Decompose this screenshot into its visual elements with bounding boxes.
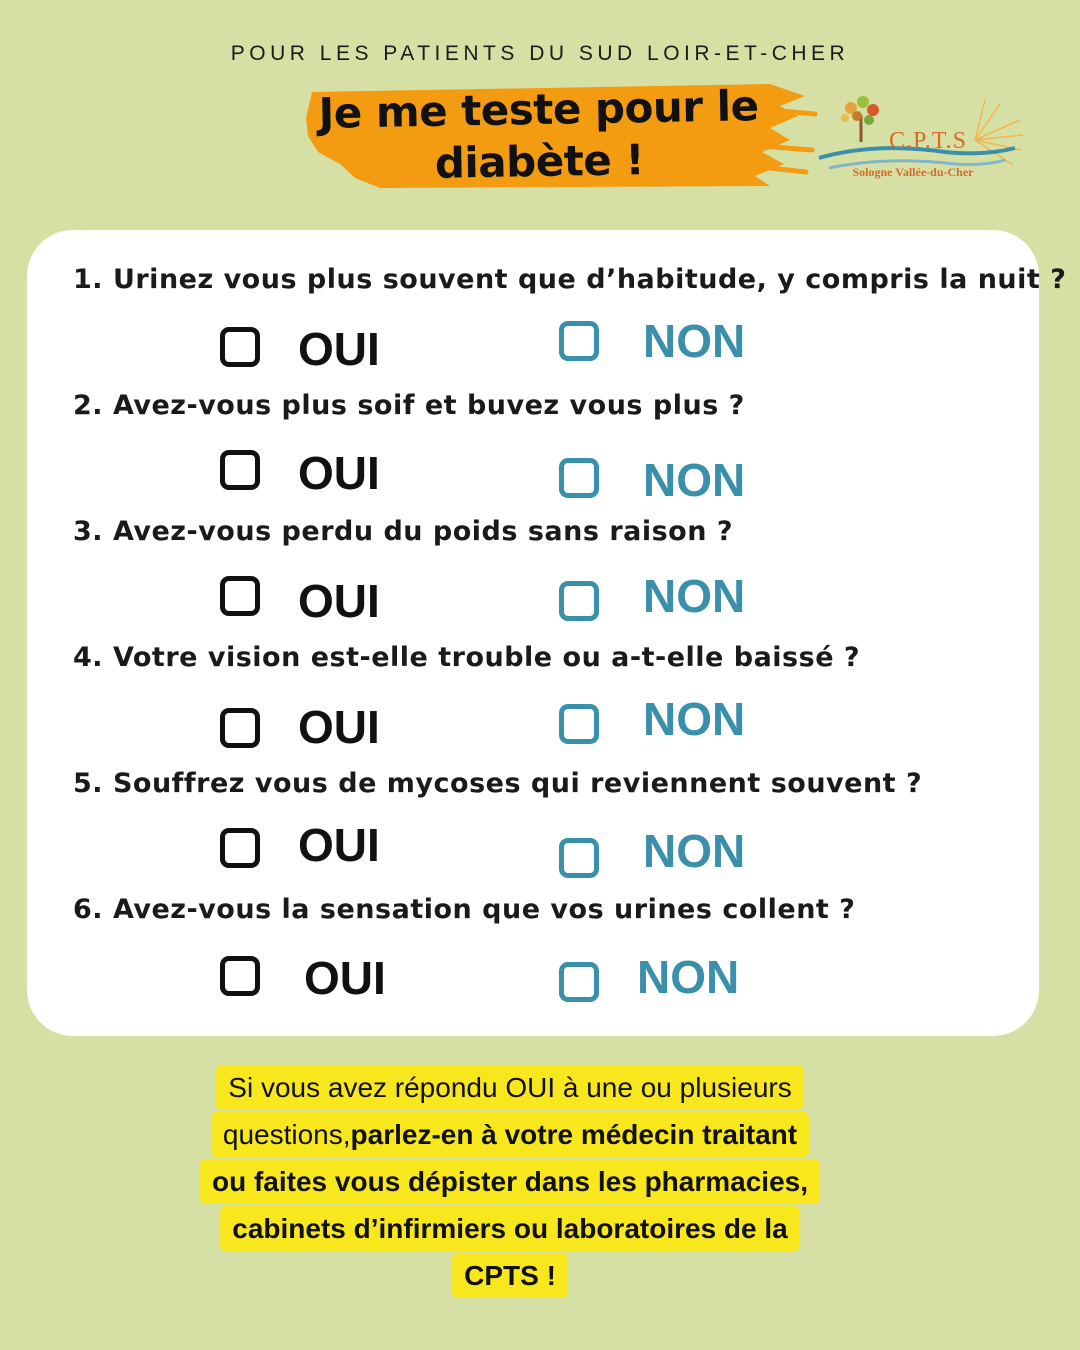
footer-line-2 — [211, 1112, 809, 1157]
checkbox-non-5[interactable] — [559, 838, 599, 878]
label-oui-4: OUI — [298, 701, 380, 753]
checkbox-oui-6[interactable] — [220, 956, 260, 996]
checkbox-oui-4[interactable] — [220, 708, 260, 748]
page-title — [299, 80, 779, 192]
title-line-1: Je me teste pour le — [318, 81, 759, 138]
footer-line-5-text: CPTS ! — [464, 1260, 556, 1291]
footer-line-3 — [200, 1159, 820, 1204]
question-4: 4. Votre vision est-elle trouble ou a-t-elle baissé ? — [73, 642, 861, 673]
checkbox-oui-1[interactable] — [220, 327, 260, 367]
question-6: 6. Avez-vous la sensation que vos urines collent ? — [73, 894, 856, 925]
questionnaire-card — [27, 230, 1067, 1036]
footer-line-2-bold: parlez-en à votre médecin traitant — [350, 1119, 798, 1150]
checkbox-non-1[interactable] — [559, 321, 599, 361]
label-oui-6: OUI — [304, 952, 386, 1004]
question-3: 3. Avez-vous perdu du poids sans raison ? — [73, 516, 734, 547]
checkbox-non-6[interactable] — [559, 962, 599, 1002]
footer-line-4 — [220, 1206, 800, 1251]
checkbox-non-3[interactable] — [559, 581, 599, 621]
checkbox-oui-2[interactable] — [220, 450, 260, 490]
question-5: 5. Souffrez vous de mycoses qui reviennent souvent ? — [73, 768, 923, 799]
label-oui-1: OUI — [298, 323, 380, 375]
label-non-4: NON — [643, 693, 746, 745]
label-non-5: NON — [643, 825, 746, 877]
checkbox-non-4[interactable] — [559, 704, 599, 744]
question-1: 1. Urinez vous plus souvent que d’habitude, y compris la nuit ? — [73, 264, 1067, 295]
question-2: 2. Avez-vous plus soif et buvez vous plus ? — [73, 390, 745, 421]
title-banner — [300, 80, 820, 192]
logo-subtitle: Sologne Vallée-du-Cher — [852, 165, 974, 179]
label-non-6: NON — [637, 951, 740, 1003]
header-subtitle: POUR LES PATIENTS DU SUD LOIR-ET-CHER — [230, 42, 850, 65]
label-oui-5: OUI — [298, 819, 380, 871]
footer-line-5 — [452, 1253, 568, 1298]
checkbox-non-2[interactable] — [559, 458, 599, 498]
checkbox-oui-5[interactable] — [220, 828, 260, 868]
label-oui-3: OUI — [298, 575, 380, 627]
footer-line-2-plain: questions, — [222, 1119, 351, 1150]
footer-note — [140, 1065, 880, 1300]
logo-name: C.P.T.S — [889, 128, 967, 154]
cpts-logo — [815, 90, 1025, 190]
label-non-3: NON — [643, 570, 746, 622]
footer-line-1: Si vous avez répondu OUI à une ou plusieurs — [216, 1065, 803, 1110]
label-non-1: NON — [643, 315, 746, 367]
checkbox-oui-3[interactable] — [220, 576, 260, 616]
label-oui-2: OUI — [298, 447, 380, 499]
label-non-2: NON — [643, 454, 746, 506]
title-line-2: diabète ! — [434, 135, 645, 188]
footer-line-4-text: cabinets d’infirmiers ou laboratoires de la — [232, 1213, 788, 1244]
footer-line-3-text: ou faites vous dépister dans les pharmacies, — [212, 1166, 808, 1197]
